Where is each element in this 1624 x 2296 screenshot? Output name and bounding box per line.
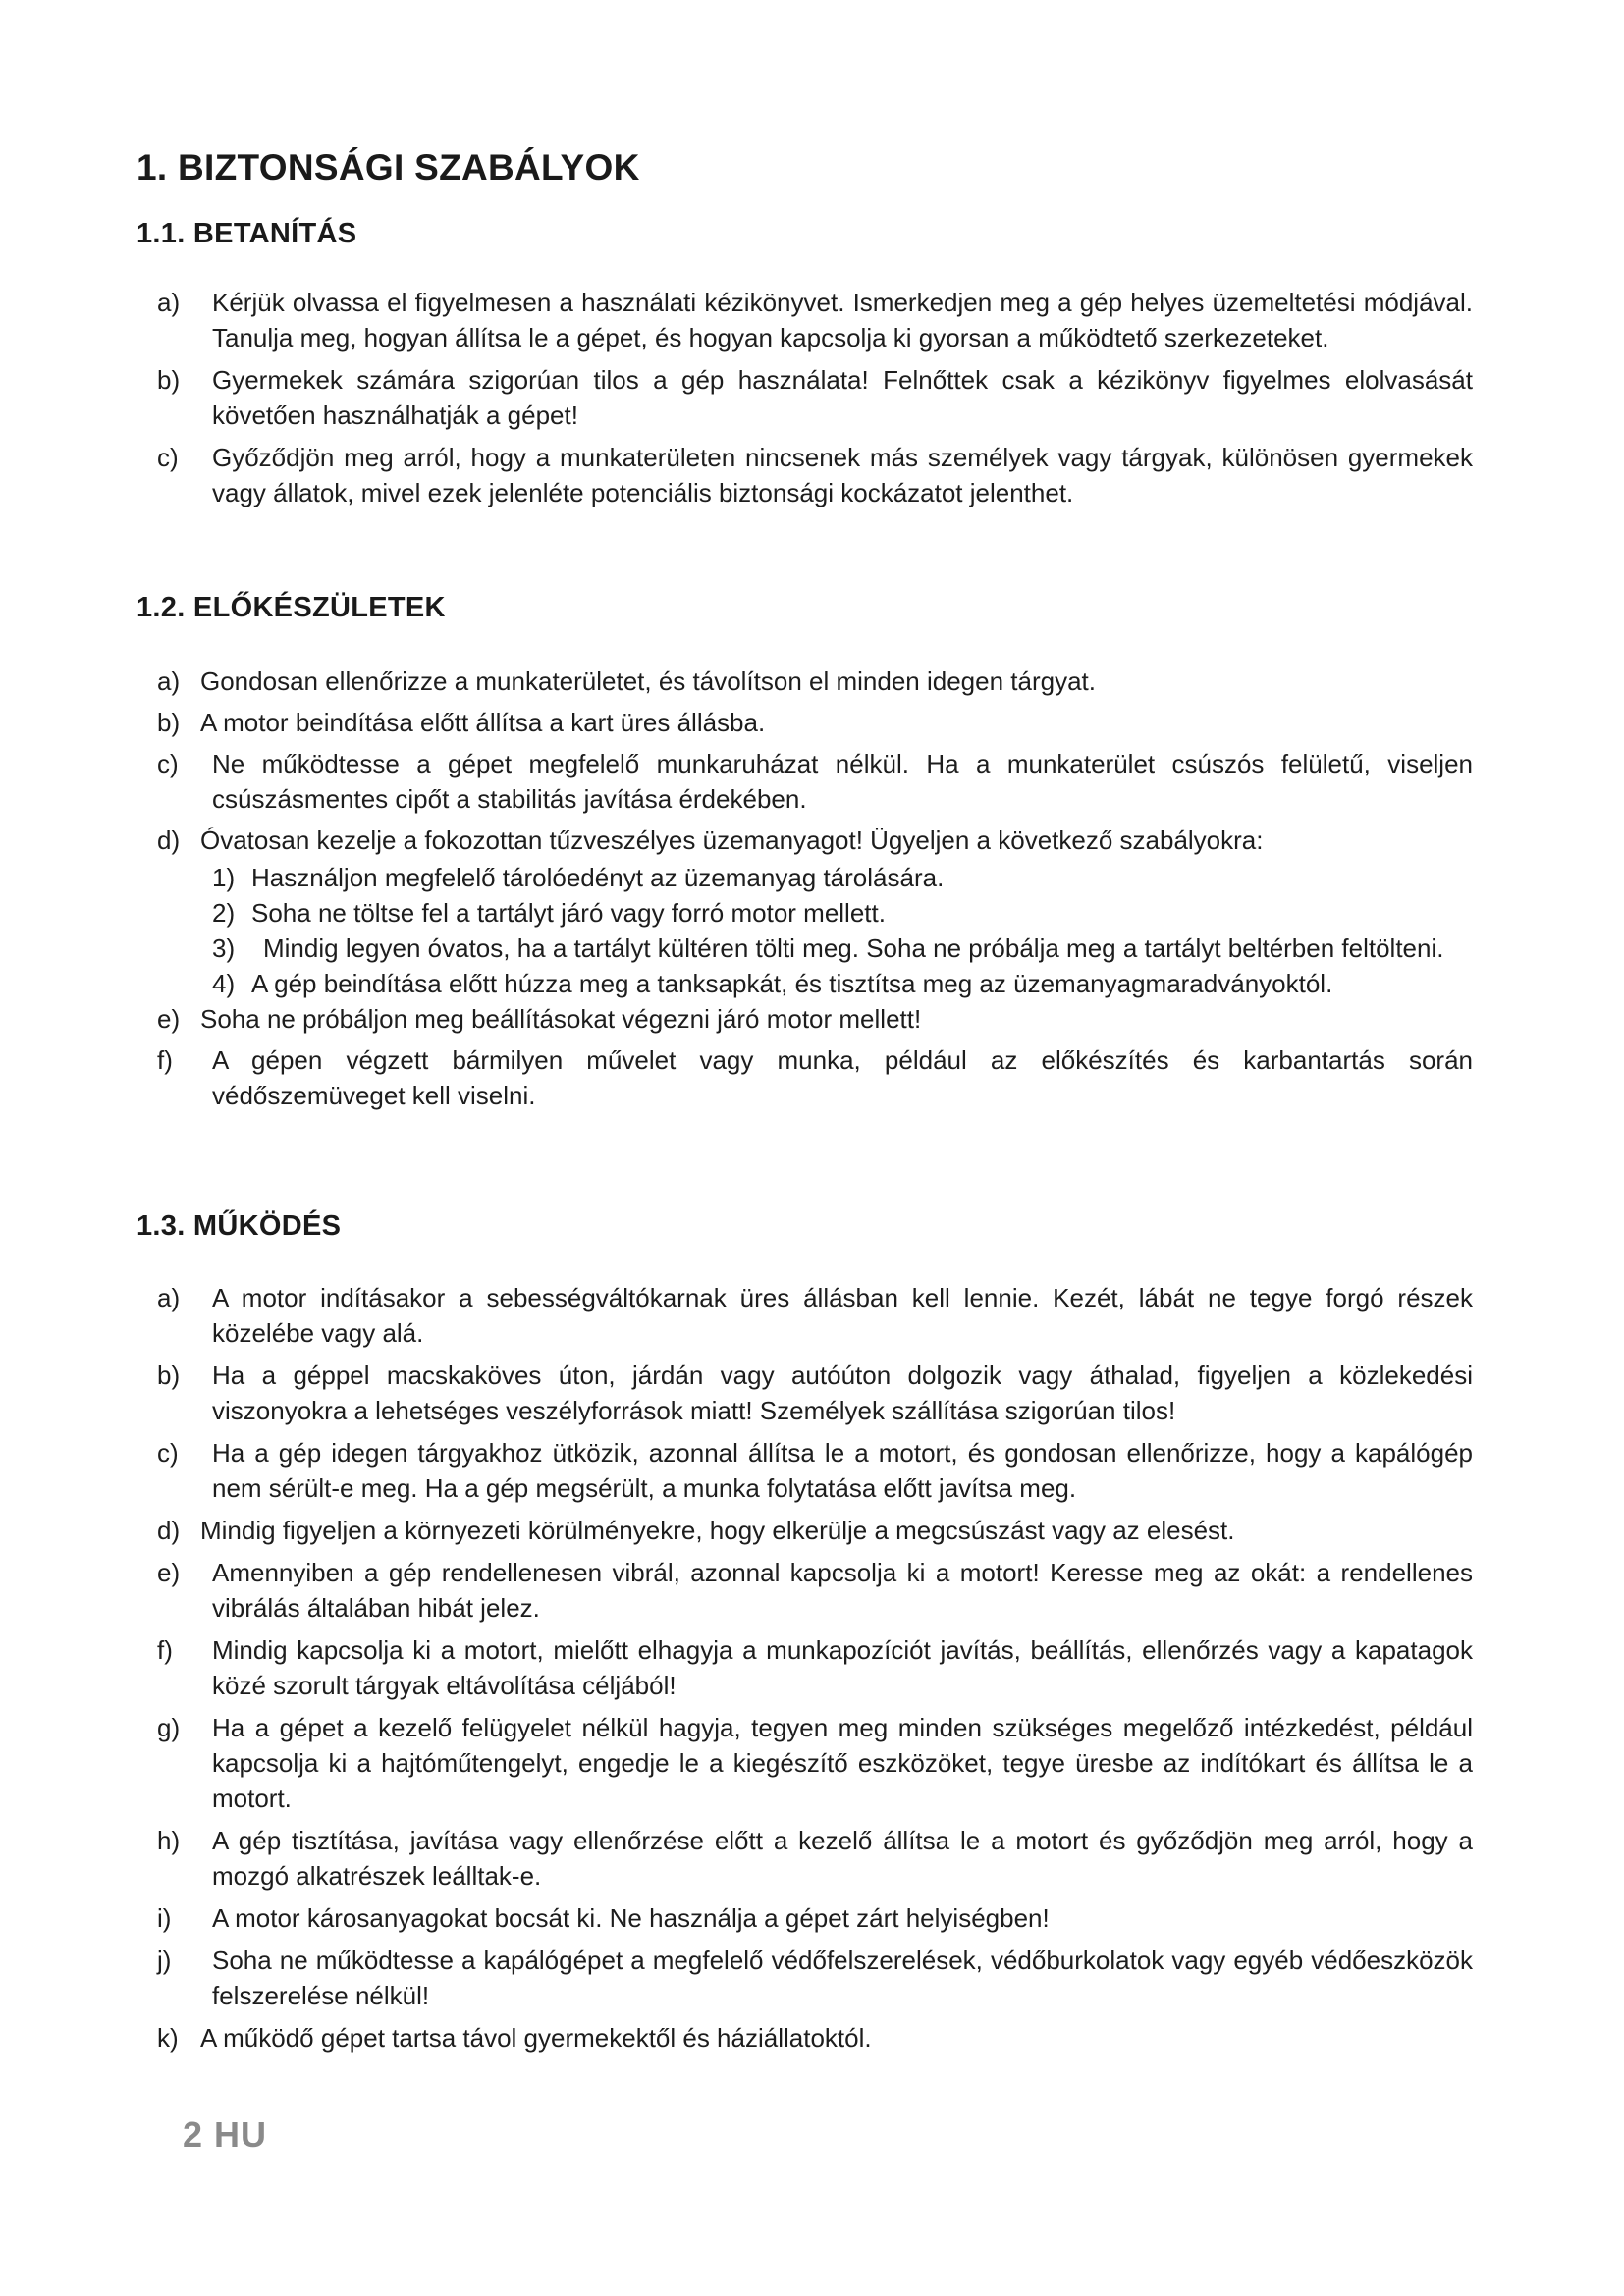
item-text: Mindig figyeljen a környezeti körülményekre, hogy elkerülje a megcsúszást vagy az elesést. [200, 1516, 1235, 1545]
item-label: 4) [212, 969, 236, 998]
sub-list-item [157, 860, 1473, 895]
item-label: k) [157, 2023, 179, 2053]
item-label: f) [157, 1635, 173, 1665]
list-item [157, 1001, 1473, 1037]
item-label: h) [157, 1826, 181, 1855]
item-text: A gépen végzett bármilyen művelet vagy munka, például az előkészítés és karbantartás során védőszemüveget kell viselni. [212, 1045, 1473, 1110]
item-label: c) [157, 443, 179, 472]
item-text: Ha a gépet a kezelő felügyelet nélkül hagyja, tegyen meg minden szükséges megelőző intézkedést, például kapcsolja ki a hajtóműtengelyt, engedje le a kiegészítő eszközöket, tegye üresbe az indítókart és állítsa le a motort. [212, 1713, 1473, 1813]
item-label: c) [157, 749, 179, 778]
list-item [157, 2020, 1473, 2056]
list-item [157, 823, 1473, 858]
item-label: i) [157, 1903, 172, 1933]
item-label: e) [157, 1558, 181, 1587]
item-label: a) [157, 288, 181, 317]
list-item [157, 1435, 1473, 1506]
list-item [157, 362, 1473, 433]
item-text: A motor beindítása előtt állítsa a kart üres állásba. [200, 708, 766, 737]
item-text: A gép beindítása előtt húzza meg a tanksapkát, és tisztítsa meg az üzemanyagmaradványoktól. [251, 969, 1333, 998]
item-text: A gép tisztítása, javítása vagy ellenőrzése előtt a kezelő állítsa le a motort és győződjön meg arról, hogy a mozgó alkatrészek leálltak-e. [212, 1826, 1473, 1891]
item-label: g) [157, 1713, 181, 1742]
item-text: Soha ne töltse fel a tartályt járó vagy forró motor mellett. [251, 898, 886, 928]
section-heading-betanitas: 1.1. BETANÍTÁS [136, 218, 357, 249]
list-item [157, 705, 1473, 740]
item-text: Soha ne működtesse a kapálógépet a megfelelő védőfelszerelések, védőburkolatok vagy egyéb védőeszközök felszerelése nélkül! [212, 1946, 1473, 2010]
list-item [157, 285, 1473, 355]
section-list-betanitas [157, 285, 1473, 510]
item-text: Ha a gép idegen tárgyakhoz ütközik, azonnal állítsa le a motort, és gondosan ellenőrizze, hogy a kapálógép nem sérült-e meg. Ha a gép megsérült, a munka folytatása előtt javítsa meg. [212, 1438, 1473, 1503]
item-label: a) [157, 1283, 181, 1312]
item-label: e) [157, 1004, 181, 1034]
item-label: b) [157, 365, 181, 395]
section-heading-elokeszuletek: 1.2. ELŐKÉSZÜLETEK [136, 592, 446, 623]
list-item [157, 1280, 1473, 1351]
item-text: Ha a géppel macskaköves úton, járdán vagy autóúton dolgozik vagy áthalad, figyeljen a közlekedési viszonyokra a lehetséges veszélyforrások miatt! Személyek szállítása szigorúan tilos! [212, 1361, 1473, 1425]
list-item [157, 1823, 1473, 1894]
item-text: Ne működtesse a gépet megfelelő munkaruházat nélkül. Ha a munkaterület csúszós felületű, viseljen csúszásmentes cipőt a stabilitás javítása érdekében. [212, 749, 1473, 814]
item-text: Mindig legyen óvatos, ha a tartályt kültéren tölti meg. Soha ne próbálja meg a tartályt beltérben feltölteni. [263, 934, 1444, 963]
item-label: j) [157, 1946, 172, 1975]
sub-list-item [157, 895, 1473, 931]
list-item [157, 440, 1473, 510]
section-heading-mukodes: 1.3. MŰKÖDÉS [136, 1210, 342, 1242]
list-item [157, 664, 1473, 699]
item-text: A működő gépet tartsa távol gyermekektől és háziállatoktól. [200, 2023, 872, 2053]
item-text: Győződjön meg arról, hogy a munkaterületen nincsenek más személyek vagy tárgyak, különösen gyermekek vagy állatok, mivel ezek jelenléte potenciális biztonsági kockázatot jelenthet. [212, 443, 1473, 507]
list-item [157, 1513, 1473, 1548]
list-item [157, 746, 1473, 817]
page-title: 1. BIZTONSÁGI SZABÁLYOK [136, 147, 640, 187]
list-item [157, 1042, 1473, 1113]
list-item [157, 1710, 1473, 1816]
item-text: Óvatosan kezelje a fokozottan tűzveszélyes üzemanyagot! Ügyeljen a következő szabályokra: [200, 826, 1264, 855]
item-text: Gondosan ellenőrizze a munkaterületet, és távolítson el minden idegen tárgyat. [200, 667, 1096, 696]
item-label: d) [157, 826, 181, 855]
section-list-mukodes [157, 1280, 1473, 2056]
list-item [157, 1358, 1473, 1428]
list-item [157, 1943, 1473, 2013]
item-text: Gyermekek számára szigorúan tilos a gép használata! Felnőttek csak a kézikönyv figyelmes elolvasását követően használhatják a gépet! [212, 365, 1473, 430]
item-label: c) [157, 1438, 179, 1468]
sub-list-item [157, 966, 1473, 1001]
item-label: 1) [212, 863, 236, 892]
item-label: 3) [212, 934, 236, 963]
item-text: Használjon megfelelő tárolóedényt az üzemanyag tárolására. [251, 863, 945, 892]
item-label: b) [157, 708, 181, 737]
list-item [157, 1555, 1473, 1626]
list-item [157, 1632, 1473, 1703]
item-label: d) [157, 1516, 181, 1545]
item-text: A motor károsanyagokat bocsát ki. Ne használja a gépet zárt helyiségben! [212, 1903, 1050, 1933]
item-label: 2) [212, 898, 236, 928]
item-label: b) [157, 1361, 181, 1390]
list-item [157, 1900, 1473, 1936]
item-label: f) [157, 1045, 173, 1075]
item-text: Mindig kapcsolja ki a motort, mielőtt elhagyja a munkapozíciót javítás, beállítás, ellenőrzés vagy a kapatagok közé szorult tárgyak eltávolítása céljából! [212, 1635, 1473, 1700]
item-label: a) [157, 667, 181, 696]
section-list-elokeszuletek [157, 664, 1473, 1113]
item-text: Kérjük olvassa el figyelmesen a használati kézikönyvet. Ismerkedjen meg a gép helyes üzemeltetési módjával. Tanulja meg, hogyan állítsa le a gépet, és hogyan kapcsolja ki gyorsan a működtető szerkezeteket. [212, 288, 1473, 352]
item-text: Amennyiben a gép rendellenesen vibrál, azonnal kapcsolja ki a motort! Keresse meg az okát: a rendellenes vibrálás általában hibát jelez. [212, 1558, 1473, 1623]
sub-list-item [157, 931, 1473, 966]
item-text: Soha ne próbáljon meg beállításokat végezni járó motor mellett! [200, 1004, 922, 1034]
page-number: 2 HU [183, 2114, 268, 2155]
item-text: A motor indításakor a sebességváltókarnak üres állásban kell lennie. Kezét, lábát ne tegye forgó részek közelébe vagy alá. [212, 1283, 1473, 1348]
